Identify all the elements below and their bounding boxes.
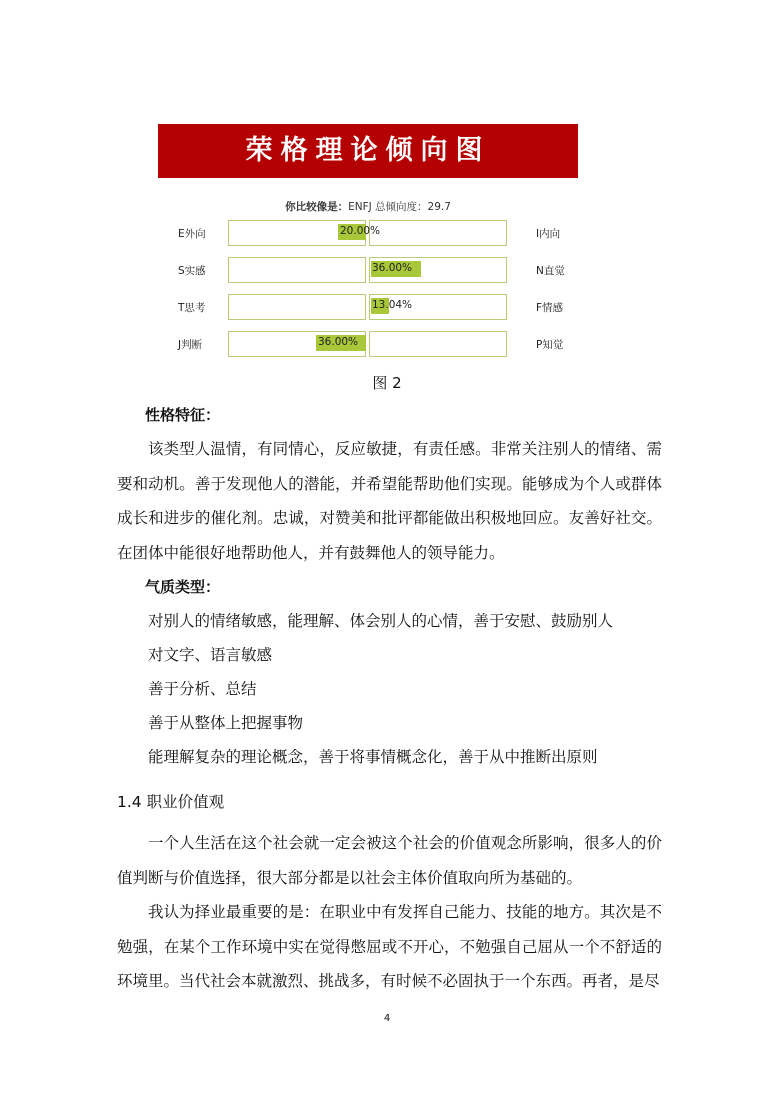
summary-value: ENFJ 总倾向度：29.7 xyxy=(348,201,451,213)
chart-banner-title: 荣格理论倾向图 xyxy=(158,124,578,178)
summary-label: 你比较像是： xyxy=(285,201,349,213)
section-paragraph-1: 一个人生活在这个社会就一定会被这个社会的价值观念所影响，很多人的价值判断与价值选择，很大部分都是以社会主体价值取向所为基础的。 xyxy=(117,834,662,887)
left-bar-box xyxy=(228,257,366,283)
temperament-heading: 气质类型： xyxy=(145,578,221,596)
temperament-item: 善于从整体上把握事物 xyxy=(148,714,304,732)
personality-heading: 性格特征： xyxy=(145,406,221,424)
temperament-item: 对别人的情绪敏感，能理解、体会别人的心情，善于安慰、鼓励别人 xyxy=(148,612,614,630)
temperament-item: 能理解复杂的理论概念，善于将事情概念化，善于从中推断出原则 xyxy=(148,748,598,766)
row-left-label: T思考 xyxy=(178,302,206,314)
row-right-label: P知觉 xyxy=(536,339,564,351)
jung-tendency-chart xyxy=(158,124,578,364)
chart-row xyxy=(158,294,578,320)
section-paragraph-2: 我认为择业最重要的是：在职业中有发挥自己能力、技能的地方。其次是不勉强，在某个工作环境中实在觉得憋屈或不开心，不勉强自己屈从一个不舒适的环境里。当代社会本就激烈、挑战多，有时候不必固执于一个东西。再者，是尽 xyxy=(117,903,662,990)
row-right-label: N直觉 xyxy=(536,265,565,277)
bar-value-label: 13.04% xyxy=(372,299,413,311)
bar-value-label: 36.00% xyxy=(372,262,413,274)
chart-summary xyxy=(158,199,578,214)
right-bar-box xyxy=(369,331,507,357)
chart-row xyxy=(158,331,578,357)
chart-row xyxy=(158,257,578,283)
figure-caption: 图 2 xyxy=(372,374,402,392)
bar-value-label: 20.00% xyxy=(340,225,381,237)
left-bar-box xyxy=(228,294,366,320)
bar-value-label: 36.00% xyxy=(318,336,359,348)
right-bar-box xyxy=(369,220,507,246)
row-left-label: J判断 xyxy=(178,339,203,351)
row-right-label: I内向 xyxy=(536,228,561,240)
row-right-label: F情感 xyxy=(536,302,564,314)
personality-paragraph: 该类型人温情，有同情心，反应敏捷，有责任感。非常关注别人的情绪、需要和动机。善于发现他人的潜能，并希望能帮助他们实现。能够成为个人或群体成长和进步的催化剂。忠诚，对赞美和批评都能做出积极地回应。友善好社交。在团体中能很好地帮助他人，并有鼓舞他人的领导能力。 xyxy=(117,440,662,562)
page-number: 4 xyxy=(383,1013,391,1024)
temperament-item: 善于分析、总结 xyxy=(148,680,257,698)
row-left-label: S实感 xyxy=(178,265,206,277)
chart-row xyxy=(158,220,578,246)
row-left-label: E外向 xyxy=(178,228,206,240)
temperament-item: 对文字、语言敏感 xyxy=(148,646,273,664)
section-heading: 1.4 职业价值观 xyxy=(117,793,225,811)
